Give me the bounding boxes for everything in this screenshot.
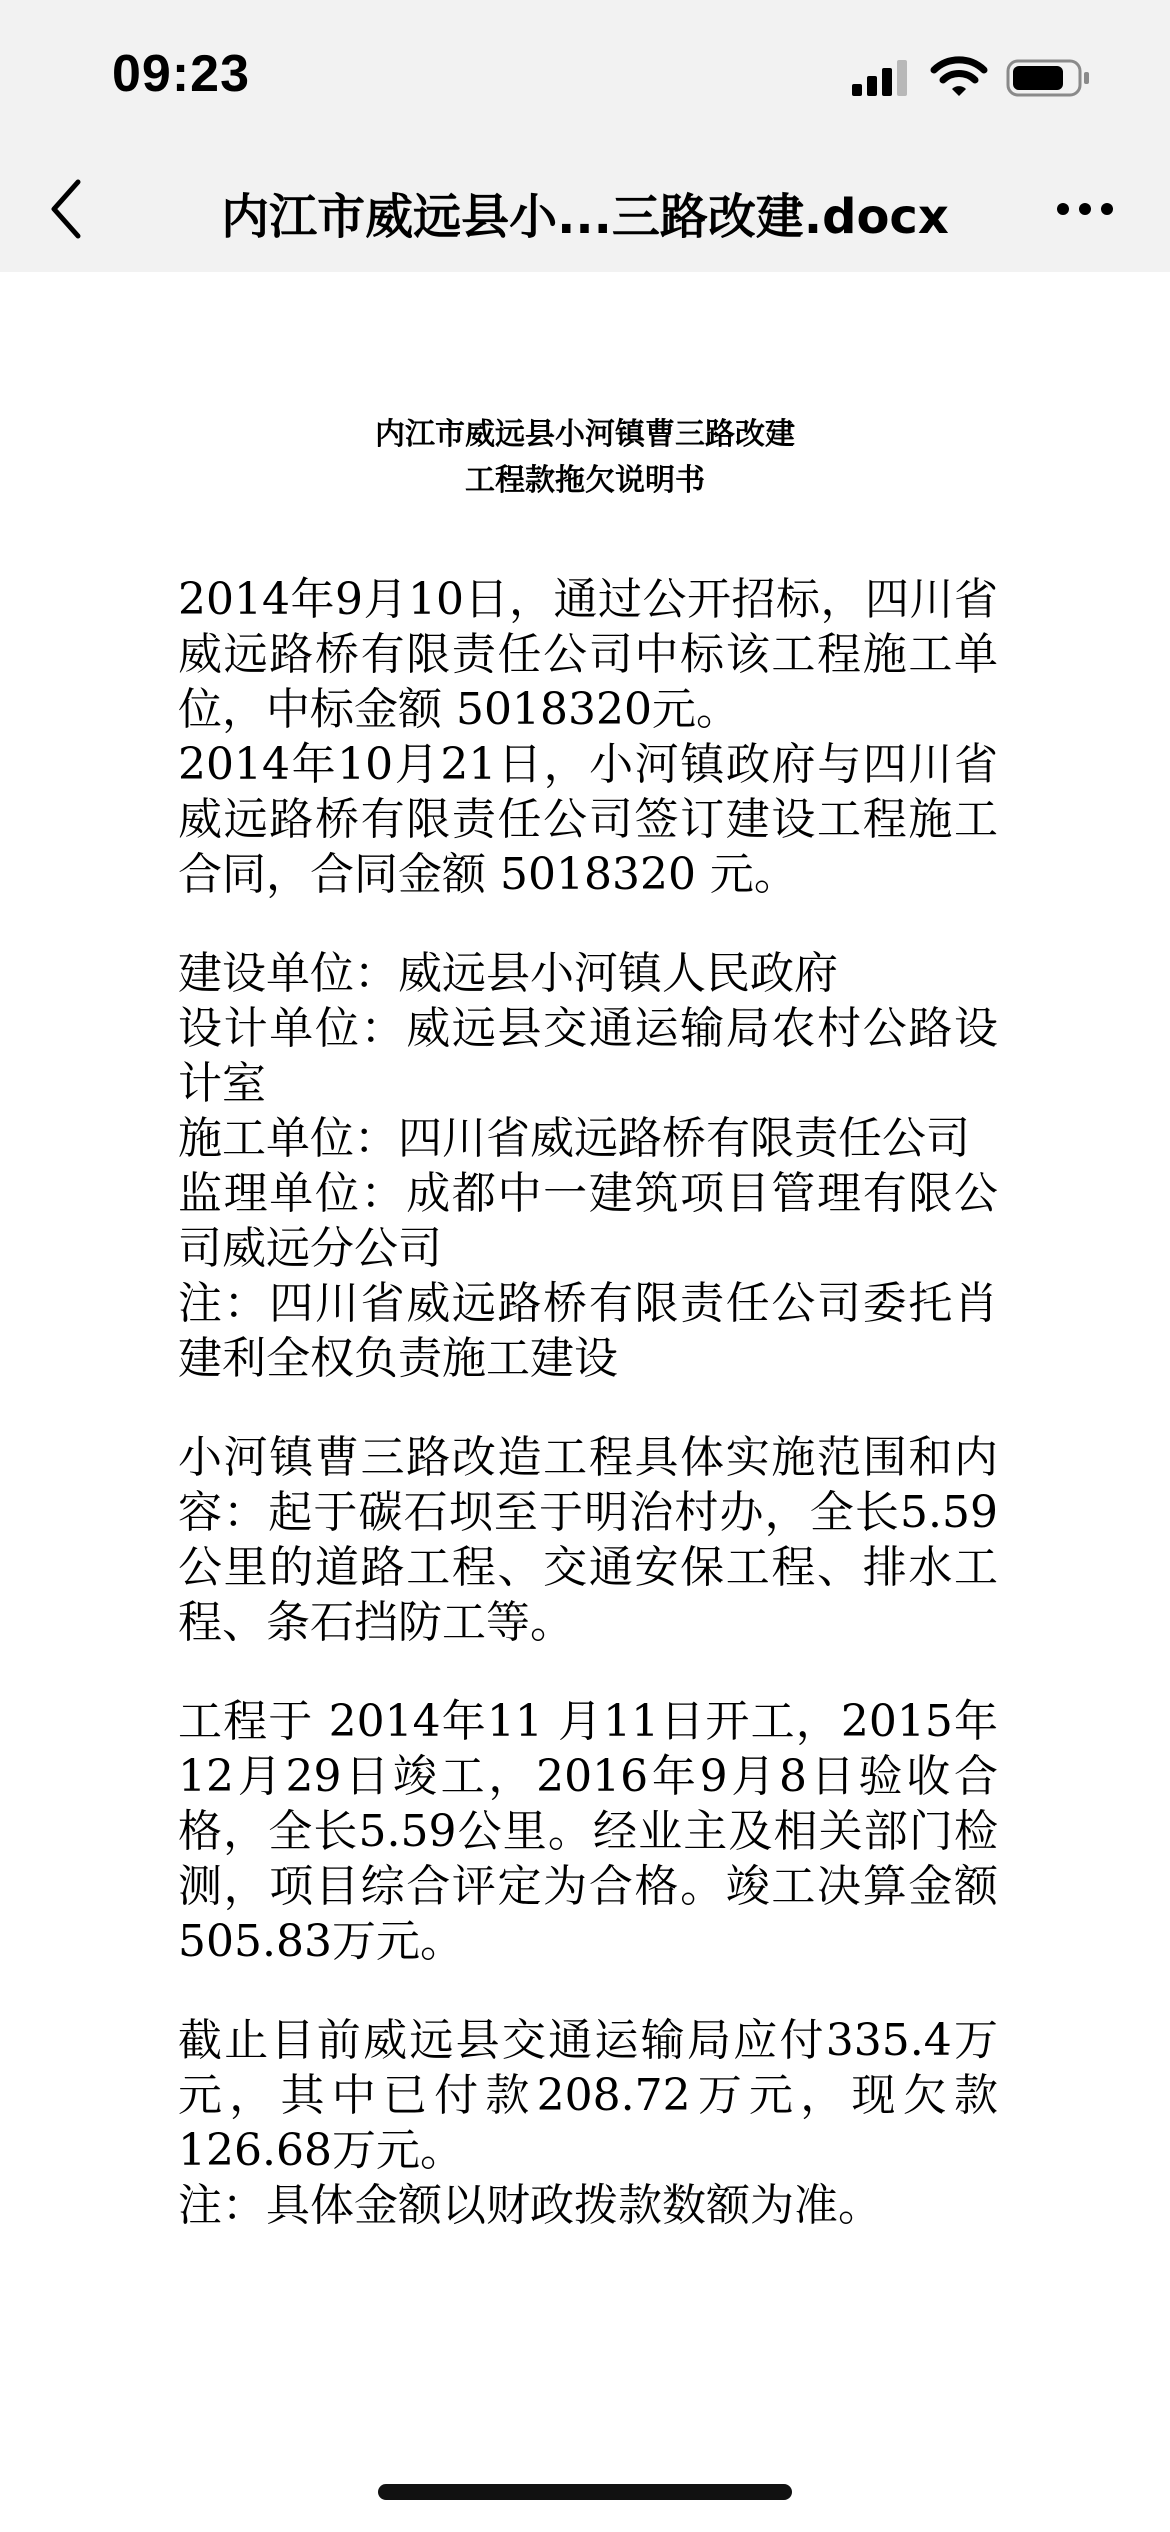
top-bar bbox=[0, 0, 1170, 272]
more-icon[interactable] bbox=[1054, 198, 1116, 220]
home-indicator[interactable] bbox=[378, 2484, 792, 2500]
wifi-icon bbox=[930, 56, 988, 98]
spacer bbox=[178, 902, 998, 946]
signal-icon bbox=[850, 58, 910, 98]
spacer bbox=[178, 1650, 998, 1694]
paragraph-supervisor: 监理单位：成都中一建筑项目管理有限公司威远分公司 bbox=[178, 1168, 998, 1274]
paragraph-bid: 2014年9月10日，通过公开招标，四川省威远路桥有限责任公司中标该工程施工单位，中标金额 5018320元。 bbox=[178, 574, 998, 735]
nav-bar bbox=[0, 150, 1170, 272]
doc-heading-line2: 工程款拖欠说明书 bbox=[465, 463, 705, 498]
paragraph-note-amount: 注：具体金额以财政拨款数额为准。 bbox=[178, 2180, 882, 2231]
spacer bbox=[178, 1969, 998, 2013]
document-title: 内江市威远县小...三路改建.docx bbox=[221, 189, 949, 245]
paragraph-scope: 小河镇曹三路改造工程具体实施范围和内容：起于碳石坝至于明治村办，全长5.59公里的道路工程、交通安保工程、排水工程、条石挡防工等。 bbox=[178, 1432, 998, 1648]
document-page bbox=[0, 272, 1170, 2532]
back-icon[interactable] bbox=[44, 176, 88, 242]
paragraph-designer: 设计单位：威远县交通运输局农村公路设计室 bbox=[178, 1003, 998, 1109]
doc-heading-line1: 内江市威远县小河镇曹三路改建 bbox=[375, 417, 795, 452]
doc-heading bbox=[0, 412, 1170, 504]
doc-body bbox=[178, 572, 998, 2233]
paragraph-constructor: 施工单位：四川省威远路桥有限责任公司 bbox=[178, 1113, 970, 1164]
paragraph-note-delegate: 注：四川省威远路桥有限责任公司委托肖建利全权负责施工建设 bbox=[178, 1278, 998, 1384]
status-time: 09:23 bbox=[112, 45, 250, 103]
spacer bbox=[178, 1386, 998, 1430]
battery-icon bbox=[1006, 58, 1092, 98]
paragraph-contract: 2014年10月21日，小河镇政府与四川省威远路桥有限责任公司签订建设工程施工合同，合同金额 5018320 元。 bbox=[178, 739, 998, 900]
paragraph-builder: 建设单位：威远县小河镇人民政府 bbox=[178, 948, 838, 999]
paragraph-timeline: 工程于 2014年11 月11日开工，2015年12月29日竣工，2016年9月8日验收合格，全长5.59公里。经业主及相关部门检测，项目综合评定为合格。竣工决算金额505.83万元。 bbox=[178, 1696, 998, 1967]
paragraph-payment: 截止目前威远县交通运输局应付335.4万元，其中已付款208.72万元，现欠款126.68万元。 bbox=[178, 2015, 998, 2176]
status-bar bbox=[0, 0, 1170, 150]
